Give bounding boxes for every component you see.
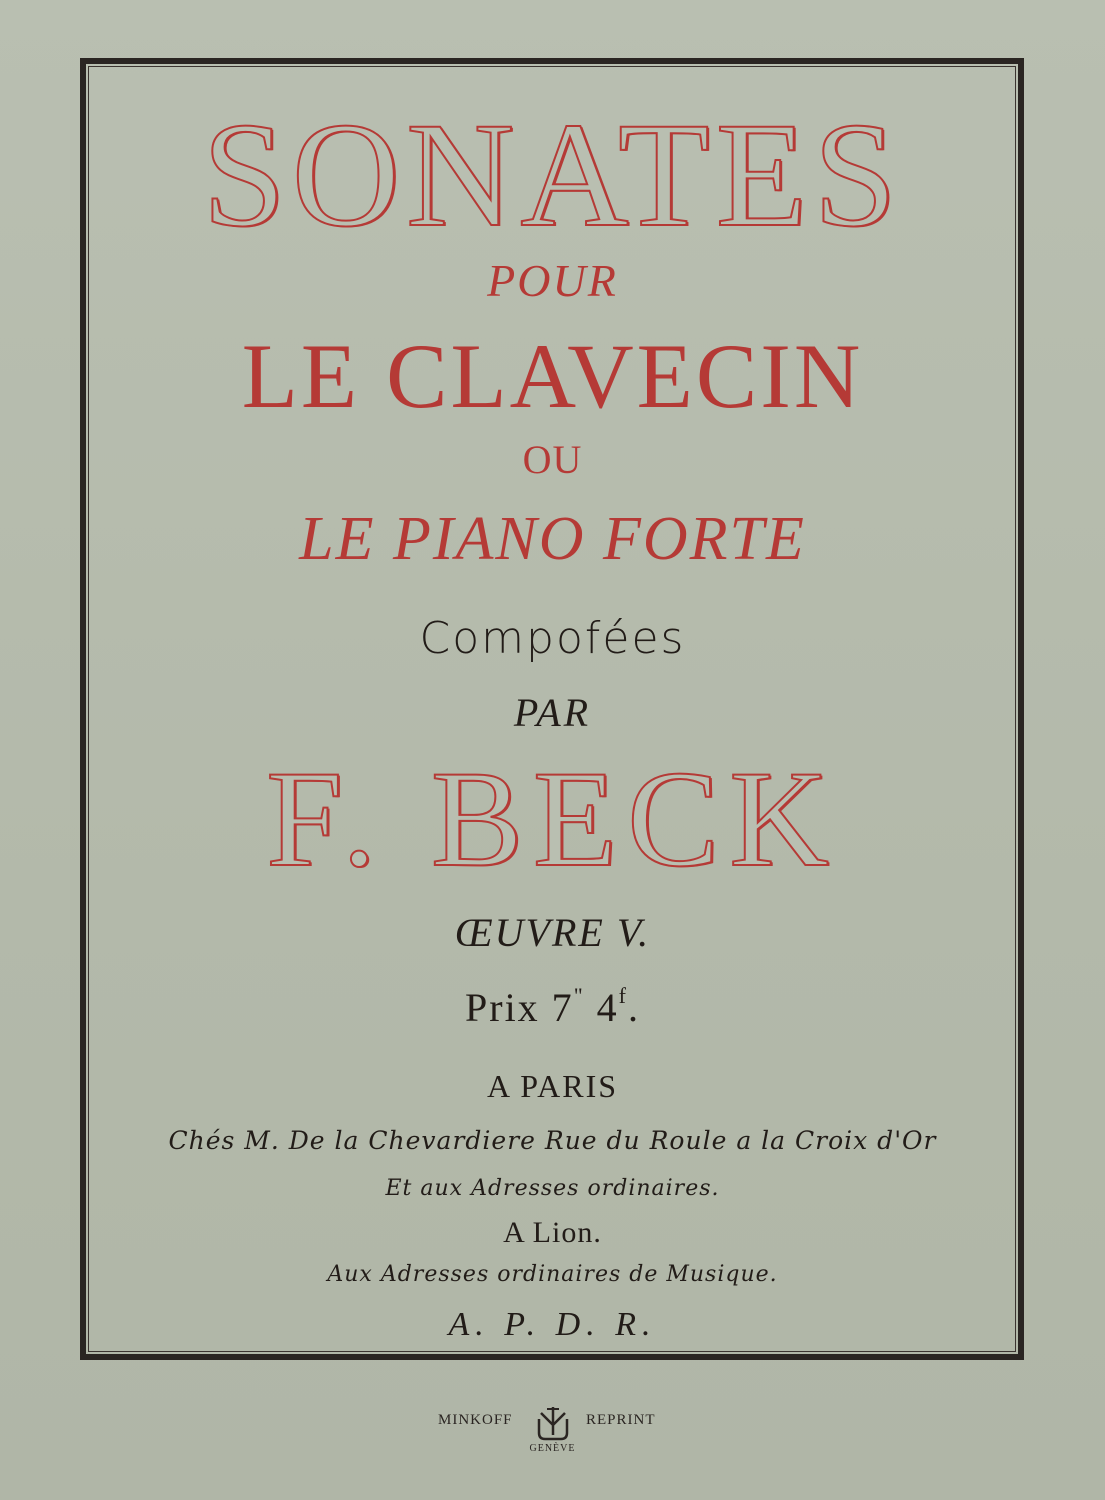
price-end: . bbox=[628, 985, 640, 1030]
publisher-city: GENÈVE bbox=[529, 1443, 576, 1454]
minkoff-monogram-icon bbox=[533, 1405, 573, 1443]
privilege-mark: A. P. D. R. bbox=[448, 1306, 657, 1343]
price-livre-mark: " bbox=[573, 983, 585, 1008]
conjunction-ou: OU bbox=[522, 437, 583, 482]
city-paris: A PARIS bbox=[486, 1068, 619, 1104]
composees-label: Compofées bbox=[419, 613, 686, 664]
paris-other-addresses: Et aux Adresses ordinaires. bbox=[385, 1176, 720, 1201]
title-sonates: SONATES bbox=[202, 92, 903, 258]
opus-number: ŒUVRE V. bbox=[454, 910, 651, 955]
instrument-piano-forte: LE PIANO FORTE bbox=[299, 505, 806, 573]
composer-name: F. BECK bbox=[266, 742, 839, 895]
price-value: 4 bbox=[584, 985, 619, 1030]
city-lion: A Lion. bbox=[503, 1216, 602, 1249]
lion-addresses: Aux Adresses ordinaires de Musique. bbox=[327, 1262, 778, 1287]
price-label: Prix 7 bbox=[465, 985, 574, 1030]
paris-address: Chés M. De la Chevardiere Rue du Roule a la Croix d'Or bbox=[168, 1126, 937, 1155]
price-line bbox=[90, 985, 1015, 1028]
publisher-name-left: MINKOFF bbox=[438, 1412, 513, 1428]
instrument-clavecin: LE CLAVECIN bbox=[241, 325, 864, 427]
publisher-imprint bbox=[400, 1405, 705, 1465]
price-sol-mark: f bbox=[618, 983, 628, 1008]
publisher-name-right: REPRINT bbox=[586, 1412, 656, 1428]
par-label: PAR bbox=[513, 690, 592, 735]
subtitle-pour: POUR bbox=[487, 255, 618, 306]
